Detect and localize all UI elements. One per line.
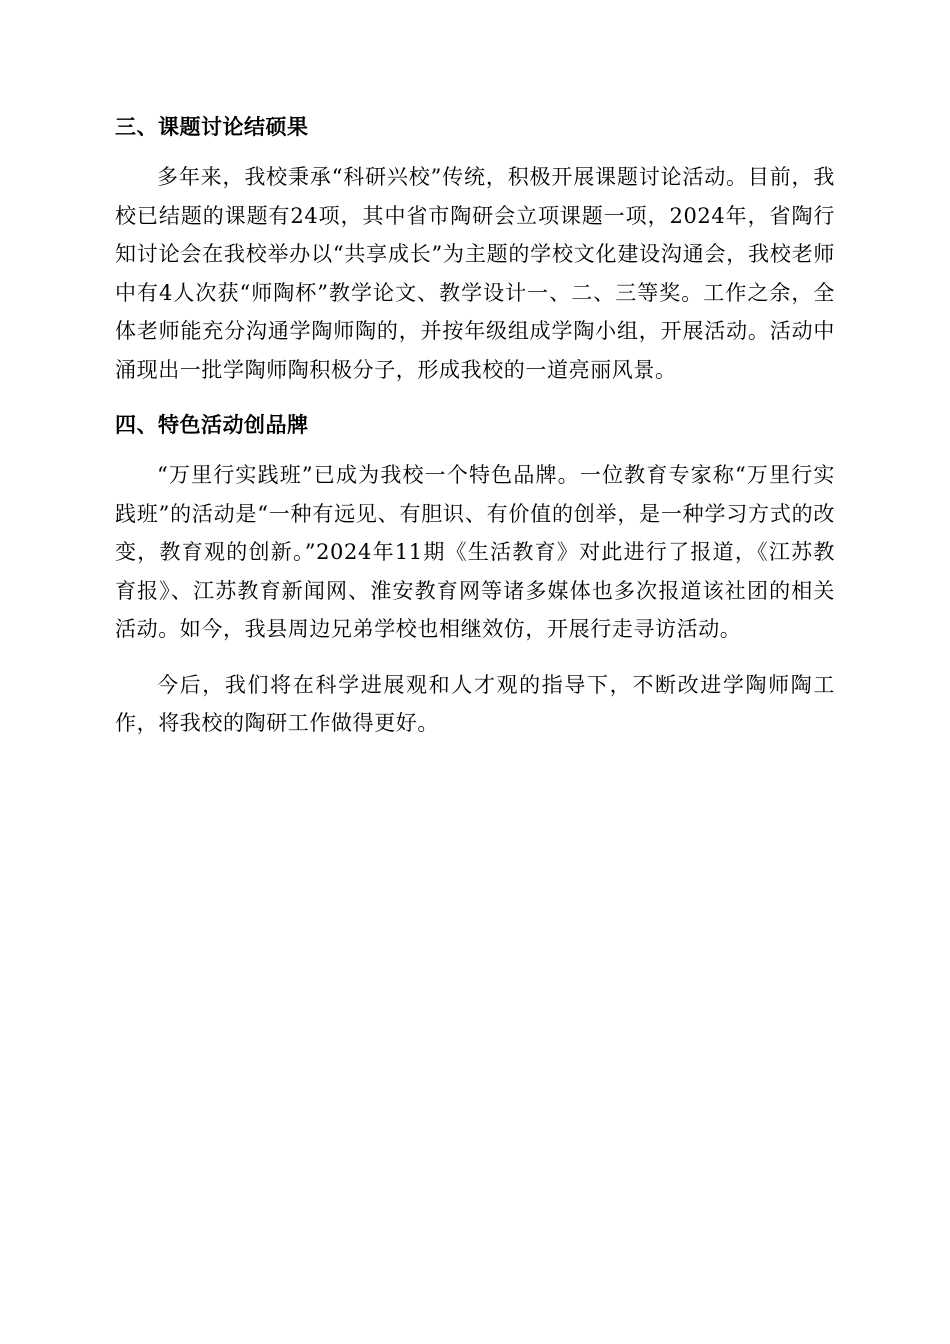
paragraph: “万里行实践班”已成为我校一个特色品牌。一位教育专家称“万里行实践班”的活动是“一种有远见、有胆识、有价值的创举，是一种学习方式的改变，教育观的创新。”2024年11期《生活教育》对此进行了报道，《江苏教育报》、江苏教育新闻网、淮安教育网等诸多媒体也多次报道该社团的相关活动。如今，我县周边兄弟学校也相继效仿，开展行走寻访活动。 xyxy=(115,463,835,641)
paragraph: 多年来，我校秉承“科研兴校”传统，积极开展课题讨论活动。目前，我校已结题的课题有24项，其中省市陶研会立项课题一项，2024年，省陶行知讨论会在我校举办以“共享成长”为主题的学校文化建设沟通会，我校老师中有4人次获“师陶杯”教学论文、教学设计一、二、三等奖。工作之余，全体老师能充分沟通学陶师陶的，并按年级组成学陶小组，开展活动。活动中涌现出一批学陶师陶积极分子，形成我校的一道亮丽风景。 xyxy=(115,165,835,382)
section-heading: 三、课题讨论结硕果 xyxy=(115,115,309,139)
section-research xyxy=(115,108,835,389)
section-featured-activities xyxy=(115,406,835,743)
paragraph: 今后，我们将在科学进展观和人才观的指导下，不断改进学陶师陶工作，将我校的陶研工作做得更好。 xyxy=(115,672,835,735)
document-page xyxy=(115,108,835,760)
section-heading: 四、特色活动创品牌 xyxy=(115,413,309,437)
